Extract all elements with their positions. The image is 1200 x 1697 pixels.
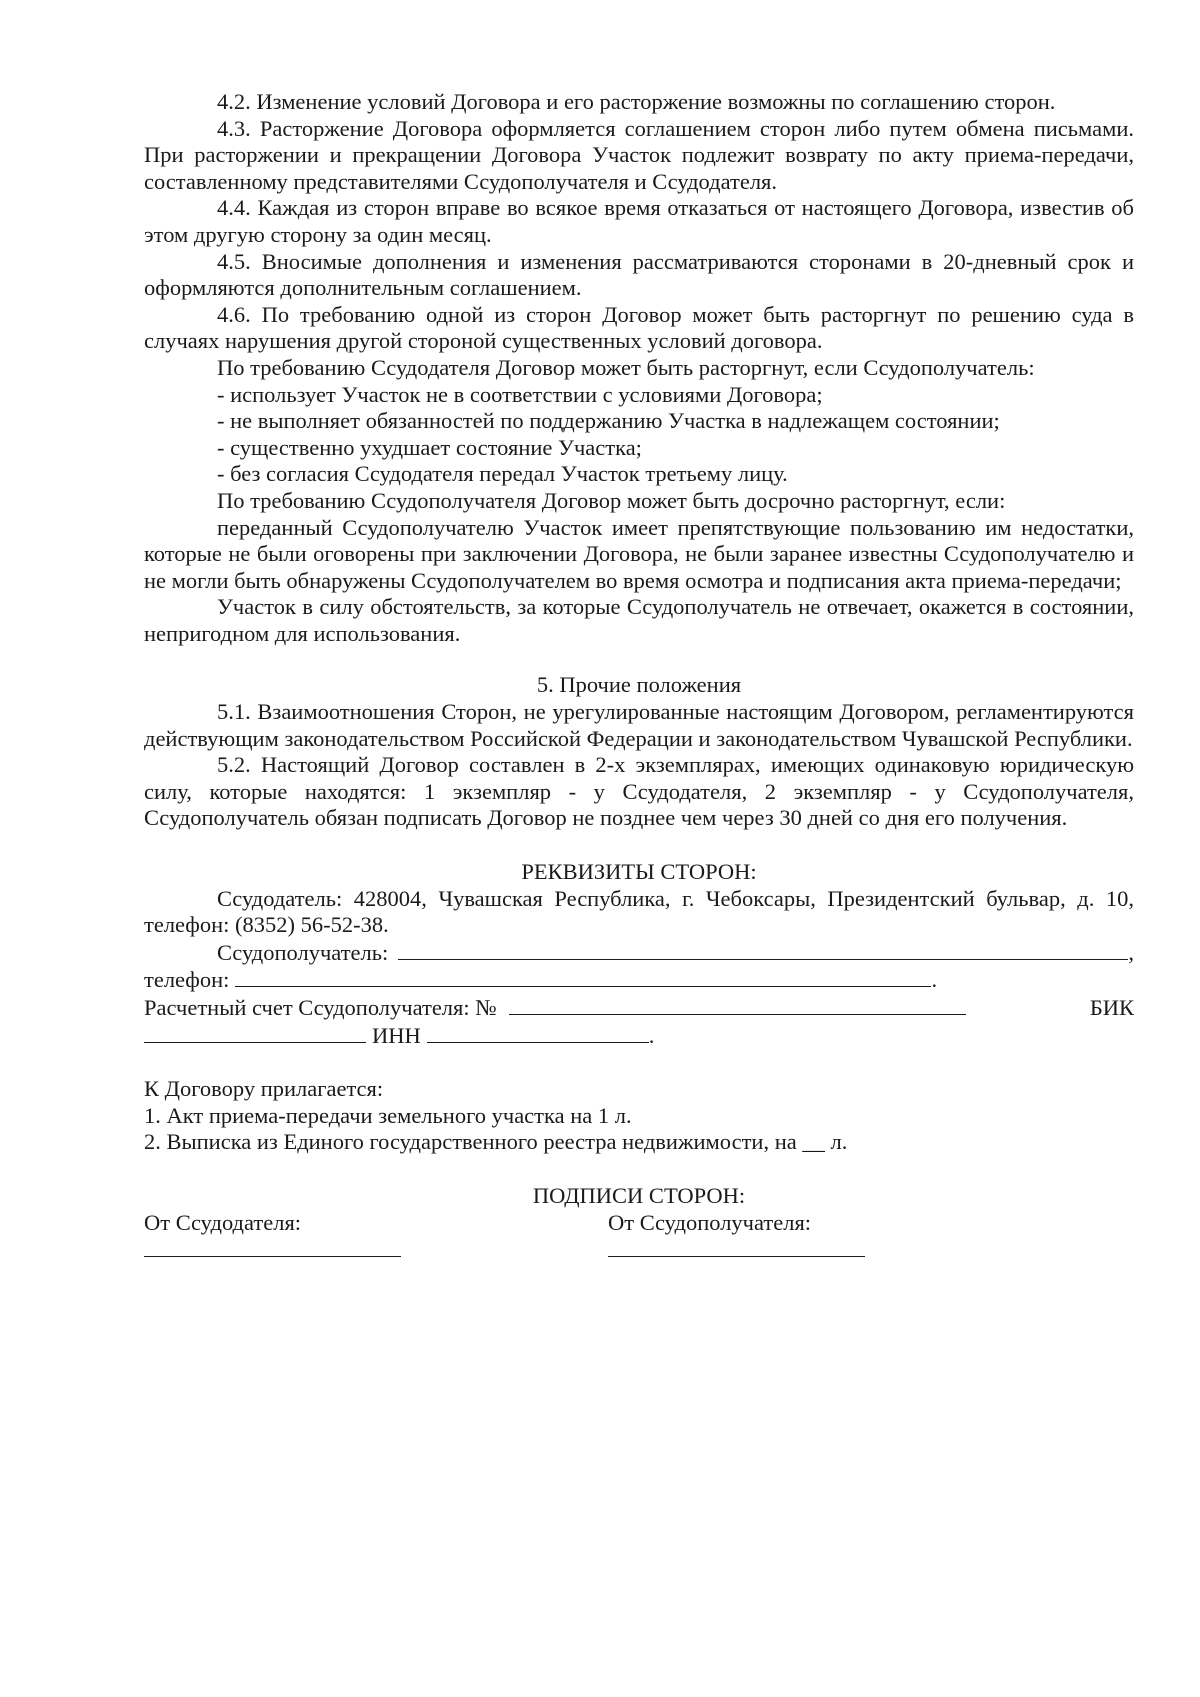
clause-4-6: 4.6. По требованию одной из сторон Договор может быть расторгнут по решению суда в случаях нарушения другой стороной существенных условий договора. [144, 301, 1134, 354]
account-row [144, 994, 1134, 1022]
section-5 [144, 672, 1134, 832]
lender-grounds-intro: По требованию Ссудодателя Договор может быть расторгнут, если Ссудополучатель: [217, 354, 1035, 380]
lender-signature-line[interactable] [144, 1256, 401, 1257]
phone-row [144, 966, 1134, 994]
clause-4-3: 4.3. Расторжение Договора оформляется соглашением сторон либо путем обмена письмами. При расторжении и прекращении Договора Участок подлежит возврату по акту приема-передачи, составленному представителями Ссудополучателя и Ссудодателя. [144, 115, 1134, 194]
borrower-ground-item: переданный Ссудополучателю Участок имеет препятствующие пользованию им недостатки, которые не были оговорены при заключении Договора, не были заранее известны Ссудополучателю и не могли быть обнаружены Ссудополучателем во время осмотра и подписания акта приема-передачи; [144, 514, 1134, 593]
account-label: Расчетный счет Ссудополучателя: № [144, 995, 497, 1020]
inn-label: ИНН [372, 1022, 421, 1048]
clause-4-4: 4.4. Каждая из сторон вправе во всякое время отказаться от настоящего Договора, известив об этом другую сторону за один месяц. [144, 195, 1134, 247]
requisites-title: РЕКВИЗИТЫ СТОРОН: [521, 859, 757, 885]
bik-label: БИК [1089, 995, 1134, 1020]
attachment-item: 2. Выписка из Единого государственного реестра недвижимости, на __ л. [144, 1129, 848, 1155]
requisites [144, 859, 1134, 1049]
borrower-label: Ссудополучатель: [217, 939, 389, 965]
lender-ground-item: - существенно ухудшает состояние Участка; [217, 434, 642, 460]
account-number-blank[interactable] [509, 994, 966, 1015]
phone-end: . [931, 967, 938, 993]
lender-ground-item: - не выполняет обязанностей по поддержанию Участка в надлежащем состоянии; [217, 408, 1000, 434]
borrower-grounds-intro: По требованию Ссудополучателя Договор может быть досрочно расторгнут, если: [217, 487, 1006, 513]
borrower-end: , [1128, 939, 1134, 965]
phone-label: телефон: [144, 967, 230, 993]
inn-blank[interactable] [427, 1022, 649, 1043]
inn-end: . [648, 1022, 655, 1048]
borrower-signature-label: От Ссудополучателя: [608, 1209, 812, 1235]
signature-columns [144, 1210, 1134, 1270]
borrower-ground-item: Участок в силу обстоятельств, за которые Ссудополучатель не отвечает, окажется в состоянии, непригодном для использования. [144, 594, 1134, 646]
bik-blank[interactable] [144, 1022, 366, 1043]
lender-signature-label: От Ссудодателя: [144, 1209, 302, 1235]
phone-blank[interactable] [235, 966, 931, 987]
borrower-row [144, 939, 1134, 967]
attachments [144, 1076, 1134, 1156]
inn-row [144, 1022, 1134, 1050]
lender-ground-item: - без согласия Ссудодателя передал Участок третьему лицу. [217, 461, 788, 487]
clause-5-2: 5.2. Настоящий Договор составлен в 2-х экземплярах, имеющих одинаковую юридическую силу, которые находятся: 1 экземпляр - у Ссудодателя, 2 экземпляр - у Ссудополучателя, Ссудополучатель обязан подписать Договор не позднее чем через 30 дней со дня его получения. [144, 752, 1134, 831]
signatures [144, 1183, 1134, 1270]
clause-4-2: 4.2. Изменение условий Договора и его расторжение возможны по соглашению сторон. [217, 89, 1056, 114]
clause-4-5: 4.5. Вносимые дополнения и изменения рассматриваются сторонами в 20-дневный срок и оформляются дополнительным соглашением. [144, 248, 1134, 301]
section-4 [144, 89, 1134, 647]
lender-ground-item: - использует Участок не в соответствии с условиями Договора; [217, 381, 823, 407]
attachment-item: 1. Акт приема-передачи земельного участка на 1 л. [144, 1102, 632, 1128]
lender-details: Ссудодатель: 428004, Чувашская Республика, г. Чебоксары, Президентский бульвар, д. 10, телефон: (8352) 56-52-38. [144, 885, 1134, 938]
signatures-title: ПОДПИСИ СТОРОН: [532, 1182, 746, 1208]
borrower-signature-line[interactable] [608, 1256, 865, 1257]
borrower-name-blank[interactable] [398, 939, 1128, 960]
attachments-title: К Договору прилагается: [144, 1076, 384, 1102]
section-5-title: 5. Прочие положения [536, 672, 742, 698]
clause-5-1: 5.1. Взаимоотношения Сторон, не урегулированные настоящим Договором, регламентируются действующим законодательством Российской Федерации и законодательством Чувашской Республики. [144, 699, 1134, 751]
